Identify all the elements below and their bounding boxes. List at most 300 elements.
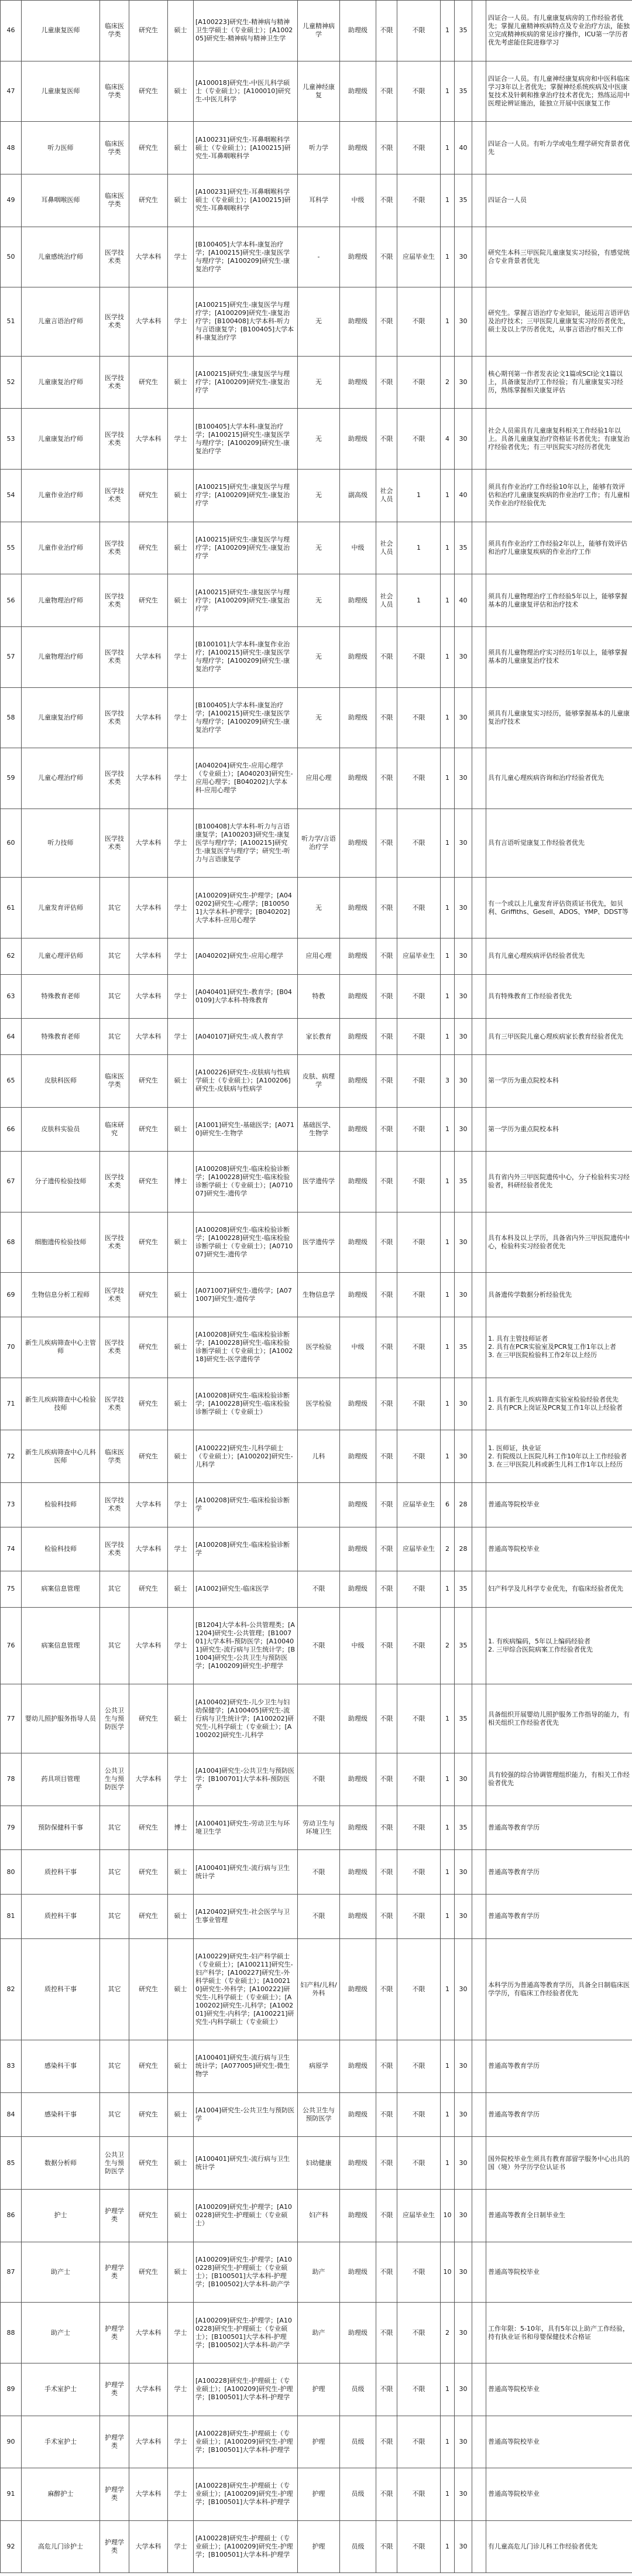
table-row	[1, 1806, 632, 1850]
table-row	[1, 2468, 632, 2521]
age-limit-cell: 不限	[376, 2040, 397, 2093]
age-limit-cell: 社会人员	[376, 522, 397, 574]
position-category-cell: 医学技术类	[100, 356, 129, 409]
row-number-cell: 61	[1, 878, 22, 938]
row-number-cell: 62	[1, 938, 22, 975]
age-limit-cell: 不限	[376, 122, 397, 174]
age-limit-cell: 不限	[376, 2416, 397, 2468]
title-level-cell: 助理级	[340, 122, 376, 174]
max-age-cell: 35	[455, 1152, 472, 1212]
max-age-cell: 30	[455, 2363, 472, 2416]
title-level-cell: 助理级	[340, 2303, 376, 2363]
other-requirements-cell: 普通高等教育学历	[486, 1806, 632, 1850]
row-number-cell: 52	[1, 356, 22, 409]
research-direction-cell: 无	[298, 878, 340, 938]
research-direction-cell: 不限	[298, 1753, 340, 1806]
education-cell: 研究生	[129, 574, 168, 627]
position-name-cell: 助产士	[22, 2303, 100, 2363]
table-row	[1, 748, 632, 809]
position-category-cell: 医学技术类	[100, 1273, 129, 1317]
row-number-cell: 72	[1, 1430, 22, 1483]
table-row	[1, 2242, 632, 2303]
table-row	[1, 356, 632, 409]
candidate-source-cell: 不限	[397, 1938, 441, 2040]
title-level-cell: 助理级	[340, 1107, 376, 1152]
position-category-cell: 医学技术类	[100, 748, 129, 809]
position-name-cell: 高危儿门诊护士	[22, 2520, 100, 2573]
position-category-cell: 医学技术类	[100, 809, 129, 878]
age-limit-cell: 不限	[376, 1317, 397, 1378]
title-level-cell: 助理级	[340, 1, 376, 61]
table-row	[1, 809, 632, 878]
position-name-cell: 皮肤科实验员	[22, 1107, 100, 1152]
age-limit-cell: 不限	[376, 1753, 397, 1806]
ratio-cell	[472, 1684, 486, 1753]
other-requirements-cell: 第一学历为重点院校本科	[486, 1107, 632, 1152]
candidate-source-cell: 不限	[397, 1273, 441, 1317]
other-requirements-cell: 具有本科及以上学历，具备省内外三甲医院遗传中心，检验科实习经验者优先	[486, 1212, 632, 1273]
ratio-cell	[472, 1607, 486, 1684]
major-requirements-cell: [A1004]研究生-公共卫生与预防医学；[B100701]大学本科-预防医学	[194, 1753, 298, 1806]
other-requirements-cell: 须具有儿童物理治疗实习经历1年以上，能够掌握基本的儿童康复治疗技术	[486, 626, 632, 687]
position-name-cell: 儿童康复医师	[22, 1, 100, 61]
other-requirements-cell: 须具有儿童康复实习经历，能够掌握基本的儿童康复治疗技术	[486, 687, 632, 748]
other-requirements-cell: 有儿童高危儿门诊儿科工作经验者优先	[486, 2520, 632, 2573]
candidate-source-cell: 不限	[397, 1054, 441, 1107]
research-direction-cell: 无	[298, 287, 340, 357]
max-age-cell: 30	[455, 1378, 472, 1430]
head-count-cell: 1	[441, 2040, 455, 2093]
research-direction-cell: 护理	[298, 2363, 340, 2416]
degree-cell: 硕士	[168, 61, 194, 122]
other-requirements-cell: 具有省内外三甲医院遗传中心，分子检验科实习经验者，科研经验者优先	[486, 1152, 632, 1212]
title-level-cell: 助理级	[340, 2040, 376, 2093]
max-age-cell: 30	[455, 2416, 472, 2468]
age-limit-cell: 不限	[376, 2520, 397, 2573]
row-number-cell: 71	[1, 1378, 22, 1430]
age-limit-cell: 不限	[376, 2303, 397, 2363]
position-name-cell: 儿童康复治疗师	[22, 687, 100, 748]
candidate-source-cell: 不限	[397, 61, 441, 122]
research-direction-cell: 无	[298, 522, 340, 574]
candidate-source-cell: 不限	[397, 974, 441, 1019]
max-age-cell: 30	[455, 809, 472, 878]
title-level-cell: 助理级	[340, 1273, 376, 1317]
position-name-cell: 新生儿疾病筛查中心主管师	[22, 1317, 100, 1378]
head-count-cell: 1	[441, 2092, 455, 2137]
candidate-source-cell: 不限	[397, 1152, 441, 1212]
table-row	[1, 574, 632, 627]
table-row	[1, 1152, 632, 1212]
candidate-source-cell: 不限	[397, 2468, 441, 2521]
research-direction-cell: 病原学	[298, 2040, 340, 2093]
candidate-source-cell: 不限	[397, 809, 441, 878]
position-category-cell: 护理学类	[100, 2242, 129, 2303]
other-requirements-cell: 普通高等院校毕业	[486, 2416, 632, 2468]
education-cell: 大学本科	[129, 1019, 168, 1055]
max-age-cell: 35	[455, 174, 472, 227]
degree-cell: 学士	[168, 748, 194, 809]
row-number-cell: 56	[1, 574, 22, 627]
title-level-cell: 助理级	[340, 356, 376, 409]
position-name-cell: 皮肤科医师	[22, 1054, 100, 1107]
major-requirements-cell: [A100018]研究生-中医儿科学硕士（专业硕士）；[A100010]研究生-中医儿科学	[194, 61, 298, 122]
candidate-source-cell: 不限	[397, 1317, 441, 1378]
position-name-cell: 病案信息管理	[22, 1607, 100, 1684]
max-age-cell: 30	[455, 2303, 472, 2363]
major-requirements-cell: [A100215]研究生-康复医学与理疗学；[A100209]研究生-康复治疗学	[194, 356, 298, 409]
position-name-cell: 儿童发育评估师	[22, 878, 100, 938]
row-number-cell: 78	[1, 1753, 22, 1806]
other-requirements-cell: 具有儿童心理疾病咨询和治疗经验者优先	[486, 748, 632, 809]
candidate-source-cell: 不限	[397, 2303, 441, 2363]
age-limit-cell: 不限	[376, 1894, 397, 1938]
position-category-cell: 医学技术类	[100, 1152, 129, 1212]
major-requirements-cell: [A100208]研究生-临床检验诊断学；[A100228]研究生-临床检验诊断学硕士（专业硕士）；[A071007]研究生-遗传学	[194, 1152, 298, 1212]
head-count-cell: 1	[441, 878, 455, 938]
education-cell: 研究生	[129, 1850, 168, 1895]
position-name-cell: 检验科技师	[22, 1527, 100, 1571]
title-level-cell: 员级	[340, 2416, 376, 2468]
position-name-cell: 儿童感统治疗师	[22, 227, 100, 287]
position-name-cell: 儿童言语治疗师	[22, 287, 100, 357]
degree-cell: 学士	[168, 227, 194, 287]
major-requirements-cell: [B100405]大学本科-康复治疗学；[A100215]研究生-康复医学与理疗学；[A100209]研究生-康复治疗学	[194, 227, 298, 287]
table-row	[1, 938, 632, 975]
head-count-cell: 1	[441, 174, 455, 227]
head-count-cell: 1	[441, 522, 455, 574]
age-limit-cell: 不限	[376, 174, 397, 227]
max-age-cell: 30	[455, 748, 472, 809]
education-cell: 研究生	[129, 1806, 168, 1850]
table-row	[1, 2303, 632, 2363]
other-requirements-cell: 普通高等院校毕业	[486, 1482, 632, 1527]
max-age-cell: 30	[455, 2137, 472, 2190]
row-number-cell: 91	[1, 2468, 22, 2521]
other-requirements-cell: 普通高等院校毕业	[486, 2242, 632, 2303]
major-requirements-cell: [A120402]研究生-社会医学与卫生事业管理	[194, 1894, 298, 1938]
age-limit-cell: 社会人员	[376, 470, 397, 522]
research-direction-cell: 不限	[298, 1850, 340, 1895]
ratio-cell	[472, 2303, 486, 2363]
head-count-cell: 1	[441, 61, 455, 122]
other-requirements-cell: 1. 医师证，执业证 2. 有院级以上医院儿科工作10年以上工作经验者 3. 在三甲医院儿科或新生儿科工作1年以上经历	[486, 1430, 632, 1483]
research-direction-cell: 耳科学	[298, 174, 340, 227]
education-cell: 研究生	[129, 174, 168, 227]
other-requirements-cell: 研究生本科三甲医院儿童康复实习经验，有感觉统合专业背景者优先	[486, 227, 632, 287]
degree-cell: 硕士	[168, 574, 194, 627]
degree-cell: 硕士	[168, 122, 194, 174]
degree-cell: 硕士	[168, 1938, 194, 2040]
candidate-source-cell: 不限	[397, 122, 441, 174]
row-number-cell: 84	[1, 2092, 22, 2137]
head-count-cell: 1	[441, 122, 455, 174]
table-row	[1, 626, 632, 687]
other-requirements-cell: 妇产科学及儿科学专业优先，有临床经验者优先	[486, 1571, 632, 1608]
title-level-cell: 中级	[340, 174, 376, 227]
head-count-cell: 1	[441, 1212, 455, 1273]
candidate-source-cell: 不限	[397, 1212, 441, 1273]
head-count-cell: 1	[441, 626, 455, 687]
table-row	[1, 1317, 632, 1378]
major-requirements-cell: [B1204]大学本科-公共管理类；[A1204]研究生-公共管理；[B100701]大学本科-预防医学；[A100401]研究生-流行病与卫生统计学；[B1004]研究生-公共卫生与预防医学；[A100209]研究生-护理学	[194, 1607, 298, 1684]
research-direction-cell: 无	[298, 626, 340, 687]
ratio-cell	[472, 287, 486, 357]
row-number-cell: 59	[1, 748, 22, 809]
candidate-source-cell: 不限	[397, 2040, 441, 2093]
education-cell: 大学本科	[129, 878, 168, 938]
education-cell: 大学本科	[129, 687, 168, 748]
major-requirements-cell: [A100223]研究生-精神病与精神卫生学硕士（专业硕士）；[A100205]研究生-精神病与精神卫生学	[194, 1, 298, 61]
table-row	[1, 1482, 632, 1527]
position-category-cell: 其它	[100, 974, 129, 1019]
position-category-cell: 护理学类	[100, 2190, 129, 2242]
head-count-cell: 1	[441, 1, 455, 61]
title-level-cell: 助理级	[340, 1152, 376, 1212]
title-level-cell: 助理级	[340, 878, 376, 938]
table-row	[1, 1684, 632, 1753]
title-level-cell: 助理级	[340, 1684, 376, 1753]
table-row	[1, 1107, 632, 1152]
row-number-cell: 67	[1, 1152, 22, 1212]
degree-cell: 学士	[168, 626, 194, 687]
ratio-cell	[472, 1317, 486, 1378]
head-count-cell: 2	[441, 2303, 455, 2363]
head-count-cell: 1	[441, 1938, 455, 2040]
research-direction-cell: 基础医学、生物学	[298, 1107, 340, 1152]
position-category-cell: 临床研究	[100, 1107, 129, 1152]
education-cell: 大学本科	[129, 938, 168, 975]
degree-cell: 硕士	[168, 1212, 194, 1273]
research-direction-cell: 无	[298, 687, 340, 748]
row-number-cell: 74	[1, 1527, 22, 1571]
position-category-cell: 其它	[100, 1019, 129, 1055]
major-requirements-cell: [B100101]大学本科-康复作业治疗；[A100215]研究生-康复医学与理疗学；[A100209]研究生-康复治疗学	[194, 626, 298, 687]
age-limit-cell: 不限	[376, 1, 397, 61]
position-category-cell: 医学技术类	[100, 470, 129, 522]
candidate-source-cell: 不限	[397, 1753, 441, 1806]
major-requirements-cell: [A100401]研究生-劳动卫生与环境卫生学	[194, 1806, 298, 1850]
education-cell: 研究生	[129, 1894, 168, 1938]
head-count-cell: 1	[441, 1378, 455, 1430]
age-limit-cell: 不限	[376, 2092, 397, 2137]
degree-cell: 硕士	[168, 1378, 194, 1430]
major-requirements-cell: [A100401]研究生-流行病与卫生统计学；[A077005]研究生-微生物学	[194, 2040, 298, 2093]
position-category-cell: 临床医学类	[100, 1, 129, 61]
head-count-cell: 6	[441, 1482, 455, 1527]
major-requirements-cell: [A100229]研究生-妇产科学硕士（专业硕士）；[A100211]研究生-妇产科学；[A100227]研究生-外科学硕士（专业硕士）；[A100210]研究生-外科学；[A100222]研究生-儿科学硕士（专业硕士）；[A100202]研究生-儿科学；[A100201]研究生-内科学；[A100221]研究生-内科学硕士（专业硕士）	[194, 1938, 298, 2040]
position-name-cell: 麻醉护士	[22, 2468, 100, 2521]
position-name-cell: 感染科干事	[22, 2092, 100, 2137]
major-requirements-cell: [A1001]研究生-基础医学；[A0710]研究生-生物学	[194, 1107, 298, 1152]
major-requirements-cell: [A100215]研究生-康复医学与理疗学；[A100209]研究生-康复治疗学	[194, 470, 298, 522]
position-name-cell: 检验科技师	[22, 1482, 100, 1527]
research-direction-cell: 无	[298, 574, 340, 627]
other-requirements-cell: 具有较强的综合协调管理组织能力，有相关工作经验者优先	[486, 1753, 632, 1806]
degree-cell: 学士	[168, 287, 194, 357]
candidate-source-cell: 1	[397, 522, 441, 574]
other-requirements-cell: 须具有作业治疗工作经验10年以上，能够有效评估和治疗儿童康复疾病的作业治疗工作；有儿童相关作业治疗经验优先	[486, 470, 632, 522]
max-age-cell: 30	[455, 1430, 472, 1483]
position-name-cell: 病案信息管理	[22, 1571, 100, 1608]
candidate-source-cell: 不限	[397, 2092, 441, 2137]
education-cell: 研究生	[129, 1571, 168, 1608]
major-requirements-cell: [A100209]研究生-护理学；[A100228]研究生-护理硕士（专业硕士）；[B100501]大学本科-护理学；[B100502]大学本科-助产学	[194, 2303, 298, 2363]
ratio-cell	[472, 1107, 486, 1152]
position-name-cell: 儿童物理治疗师	[22, 626, 100, 687]
ratio-cell	[472, 1152, 486, 1212]
position-name-cell: 药具项目管理	[22, 1753, 100, 1806]
education-cell: 研究生	[129, 470, 168, 522]
row-number-cell: 60	[1, 809, 22, 878]
other-requirements-cell: 具有三甲医院儿童心理疾病家长教育经验者优先	[486, 1019, 632, 1055]
position-category-cell: 护理学类	[100, 2520, 129, 2573]
major-requirements-cell: [A100231]研究生-耳鼻咽喉科学硕士（专业硕士）；[A100215]研究生-耳鼻咽喉科学	[194, 122, 298, 174]
head-count-cell: 1	[441, 1806, 455, 1850]
row-number-cell: 55	[1, 522, 22, 574]
degree-cell: 硕士	[168, 1054, 194, 1107]
position-category-cell: 医学技术类	[100, 522, 129, 574]
row-number-cell: 54	[1, 470, 22, 522]
position-name-cell: 数据分析师	[22, 2137, 100, 2190]
ratio-cell	[472, 1212, 486, 1273]
row-number-cell: 58	[1, 687, 22, 748]
degree-cell: 学士	[168, 878, 194, 938]
position-category-cell: 其它	[100, 1850, 129, 1895]
position-category-cell: 医学技术类	[100, 227, 129, 287]
head-count-cell: 1	[441, 1430, 455, 1483]
education-cell: 大学本科	[129, 409, 168, 470]
row-number-cell: 69	[1, 1273, 22, 1317]
ratio-cell	[472, 61, 486, 122]
degree-cell: 学士	[168, 687, 194, 748]
candidate-source-cell: 不限	[397, 174, 441, 227]
position-category-cell: 其它	[100, 1894, 129, 1938]
ratio-cell	[472, 409, 486, 470]
other-requirements-cell: 四证合一人员。有儿童神经康复病房和中医科临床学习3年以上者优先；掌握神经系统疾病及中医康复技术及针刺和推拿治疗技术者优先；熟练运用中医理论辨证施治，能独立开展中医康复工作	[486, 61, 632, 122]
title-level-cell: 助理级	[340, 1054, 376, 1107]
table-row	[1, 1571, 632, 1608]
max-age-cell: 30	[455, 2242, 472, 2303]
education-cell: 研究生	[129, 122, 168, 174]
candidate-source-cell: 不限	[397, 1378, 441, 1430]
max-age-cell: 40	[455, 574, 472, 627]
max-age-cell: 30	[455, 1850, 472, 1895]
title-level-cell: 助理级	[340, 687, 376, 748]
title-level-cell: 助理级	[340, 748, 376, 809]
research-direction-cell: 皮肤、病理学	[298, 1054, 340, 1107]
position-category-cell: 医学技术类	[100, 1482, 129, 1527]
major-requirements-cell: [A100228]研究生-护理硕士（专业硕士）；[A100209]研究生-护理学；[B100501]大学本科-护理学	[194, 2468, 298, 2521]
research-direction-cell: 妇产科/儿科/外科	[298, 1938, 340, 2040]
position-category-cell: 医学技术类	[100, 287, 129, 357]
research-direction-cell: 特教	[298, 974, 340, 1019]
position-category-cell: 其它	[100, 1571, 129, 1608]
other-requirements-cell: 核心期刊第一作者发表论文1篇或SCI论文1篇以上，具备康复治疗工作经验；有儿童康复实习经历，熟练掌握相关康复评估	[486, 356, 632, 409]
head-count-cell: 1	[441, 470, 455, 522]
table-row	[1, 522, 632, 574]
ratio-cell	[472, 1850, 486, 1895]
ratio-cell	[472, 1378, 486, 1430]
degree-cell: 学士	[168, 2303, 194, 2363]
research-direction-cell: 医学检验	[298, 1317, 340, 1378]
candidate-source-cell: 不限	[397, 409, 441, 470]
age-limit-cell: 不限	[376, 1850, 397, 1895]
education-cell: 大学本科	[129, 1527, 168, 1571]
major-requirements-cell: [A100215]研究生-康复医学与理疗学；[A100209]研究生-康复治疗学；[B100408]大学本科-听力与言语康复学；[B100405]大学本科-康复治疗学	[194, 287, 298, 357]
title-level-cell: 助理级	[340, 1527, 376, 1571]
table-row	[1, 287, 632, 357]
ratio-cell	[472, 574, 486, 627]
degree-cell: 博士	[168, 1806, 194, 1850]
position-category-cell: 医学技术类	[100, 1212, 129, 1273]
head-count-cell: 2	[441, 1607, 455, 1684]
row-number-cell: 50	[1, 227, 22, 287]
position-name-cell: 新生儿疾病筛查中心儿科医师	[22, 1430, 100, 1483]
max-age-cell: 30	[455, 1107, 472, 1152]
position-category-cell: 医学技术类	[100, 1527, 129, 1571]
age-limit-cell: 不限	[376, 1273, 397, 1317]
max-age-cell: 30	[455, 227, 472, 287]
degree-cell: 硕士	[168, 1430, 194, 1483]
title-level-cell: 员级	[340, 2520, 376, 2573]
age-limit-cell: 不限	[376, 409, 397, 470]
degree-cell: 学士	[168, 2416, 194, 2468]
other-requirements-cell: 社会人员需具有儿童康复科相关工作经验1年以上。具备儿童康复治疗资格证书者优先；有康复治疗经验者优先；有三甲医院实习经历者优先	[486, 409, 632, 470]
title-level-cell: 助理级	[340, 1430, 376, 1483]
row-number-cell: 85	[1, 2137, 22, 2190]
research-direction-cell: 护理	[298, 2520, 340, 2573]
row-number-cell: 80	[1, 1850, 22, 1895]
candidate-source-cell: 应届毕业生	[397, 1527, 441, 1571]
row-number-cell: 46	[1, 1, 22, 61]
ratio-cell	[472, 974, 486, 1019]
degree-cell: 学士	[168, 2520, 194, 2573]
degree-cell: 学士	[168, 1527, 194, 1571]
row-number-cell: 49	[1, 174, 22, 227]
major-requirements-cell: [A100228]研究生-护理硕士（专业硕士）；[A100209]研究生-护理学；[B100501]大学本科-护理学	[194, 2416, 298, 2468]
position-category-cell: 公共卫生与预防医学	[100, 1753, 129, 1806]
age-limit-cell: 不限	[376, 356, 397, 409]
row-number-cell: 53	[1, 409, 22, 470]
candidate-source-cell: 不限	[397, 1019, 441, 1055]
ratio-cell	[472, 1753, 486, 1806]
major-requirements-cell: [A100215]研究生-康复医学与理疗学；[A100209]研究生-康复治疗学	[194, 522, 298, 574]
ratio-cell	[472, 938, 486, 975]
education-cell: 研究生	[129, 1107, 168, 1152]
position-category-cell: 其它	[100, 878, 129, 938]
education-cell: 研究生	[129, 1430, 168, 1483]
research-direction-cell: 应用心理	[298, 938, 340, 975]
row-number-cell: 83	[1, 2040, 22, 2093]
position-name-cell: 质控科干事	[22, 1894, 100, 1938]
ratio-cell	[472, 687, 486, 748]
age-limit-cell: 不限	[376, 2468, 397, 2521]
candidate-source-cell: 应届毕业生	[397, 2190, 441, 2242]
title-level-cell: 助理级	[340, 1938, 376, 2040]
head-count-cell: 1	[441, 809, 455, 878]
row-number-cell: 70	[1, 1317, 22, 1378]
other-requirements-cell: 普通高等教育学历	[486, 1894, 632, 1938]
head-count-cell: 1	[441, 1019, 455, 1055]
position-name-cell: 生物信息分析工程师	[22, 1273, 100, 1317]
ratio-cell	[472, 227, 486, 287]
candidate-source-cell: 不限	[397, 1684, 441, 1753]
position-category-cell: 医学技术类	[100, 1378, 129, 1430]
head-count-cell: 1	[441, 2468, 455, 2521]
age-limit-cell: 不限	[376, 809, 397, 878]
education-cell: 研究生	[129, 1273, 168, 1317]
